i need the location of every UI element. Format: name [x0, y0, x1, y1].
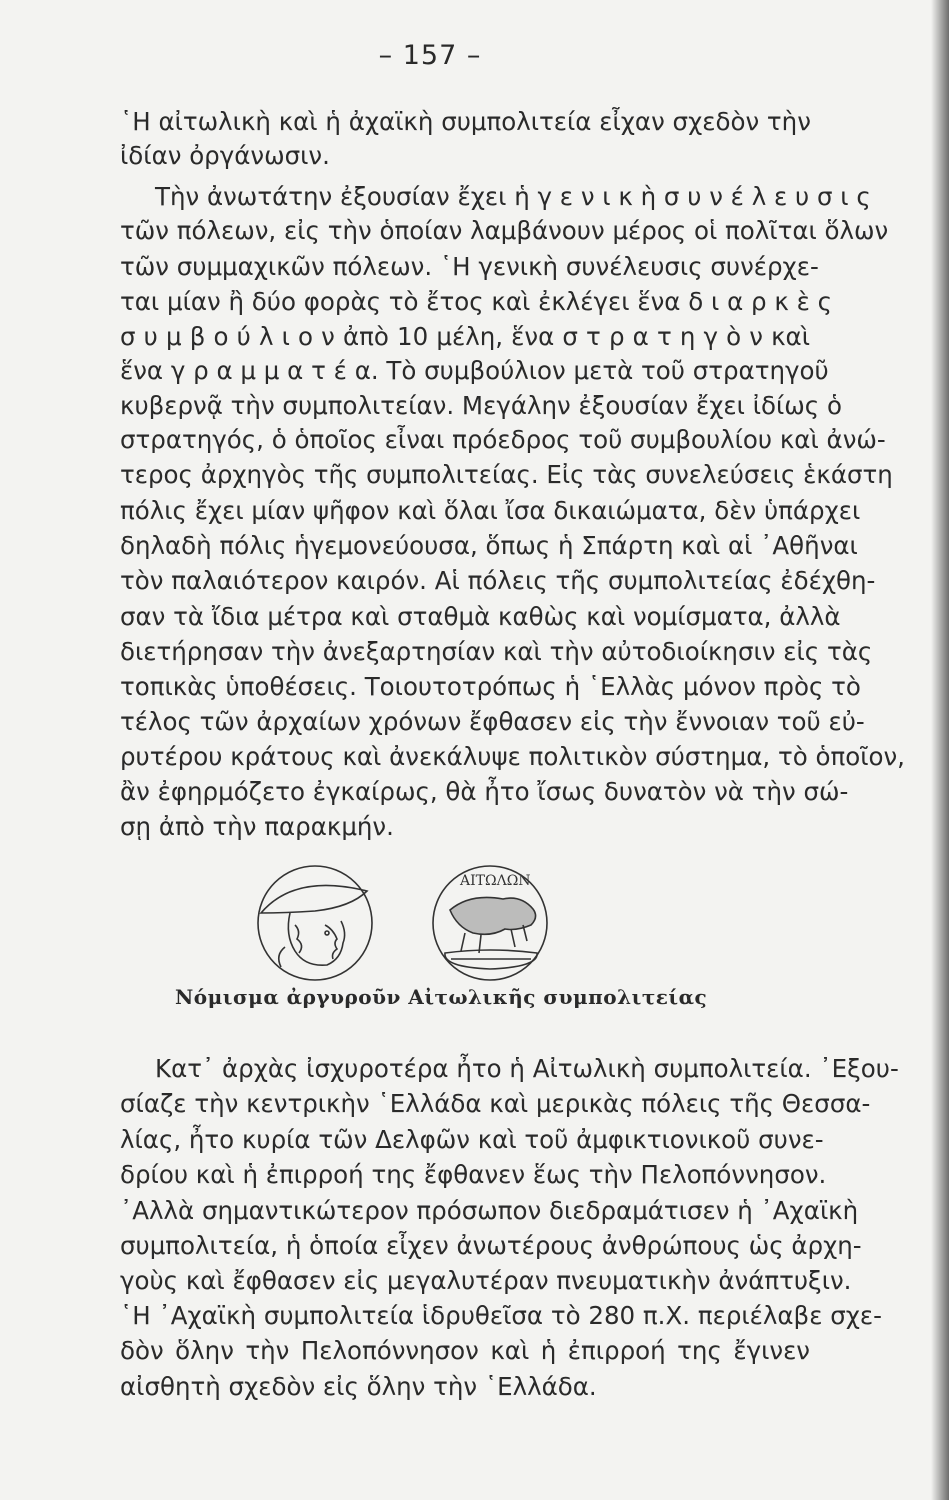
coin-obverse-petasos-head-icon	[258, 866, 372, 980]
page-number: – 157 –	[378, 40, 482, 71]
text-line: γοὺς καὶ ἔφθασεν εἰς μεγαλυτέραν πνευματικὴν ἀνάπτυξιν.	[120, 1266, 852, 1295]
text-line: Κατ᾿ ἀρχὰς ἰσχυροτέρα ἦτο ἡ Αἰτωλικὴ συμπολιτεία. ᾿Εξου-	[155, 1054, 899, 1083]
text-line: δρίου καὶ ἡ ἐπιρροή της ἔφθανεν ἕως τὴν Πελοπόννησον.	[120, 1160, 827, 1189]
text-line: σίαζε τὴν κεντρικὴν ῾Ελλάδα καὶ μερικὰς πόλεις τῆς Θεσσα-	[120, 1089, 871, 1118]
coin-reverse-legend: ΑΙΤΩΛΩΝ	[460, 873, 531, 889]
text-line: ἂν ἐφηρμόζετο ἐγκαίρως, θὰ ἦτο ἴσως δυνατὸν νὰ τὴν σώ-	[120, 777, 849, 806]
text-line: ῾Η ᾿Αχαϊκὴ συμπολιτεία ἱδρυθεῖσα τὸ 280 π.Χ. περιέλαβε σχε-	[120, 1301, 882, 1330]
text-line: τέλος τῶν ἀρχαίων χρόνων ἔφθασεν εἰς τὴν ἔννοιαν τοῦ εὐ-	[120, 707, 865, 736]
text-line: αἰσθητὴ σχεδὸν εἰς ὅλην τὴν ῾Ελλάδα.	[120, 1372, 597, 1401]
text-line: ται μίαν ἢ δύο φορὰς τὸ ἔτος καὶ ἐκλέγει ἕνα δ ι α ρ κ ὲ ς	[120, 287, 832, 316]
figure-caption: Νόμισμα ἀργυροῦν Αἰτωλικῆς συμπολιτείας	[175, 985, 708, 1009]
text-line: συμπολιτεία, ἡ ὁποία εἶχεν ἀνωτέρους ἀνθρώπους ὡς ἀρχη-	[120, 1231, 862, 1260]
text-line: ἰδίαν ὀργάνωσιν.	[120, 141, 330, 170]
text-line: Τὴν ἀνωτάτην ἐξουσίαν ἔχει ἡ γ ε ν ι κ ὴ σ υ ν έ λ ε υ σ ι ς	[155, 182, 871, 211]
text-line: ἕνα γ ρ α μ μ α τ έ α. Τὸ συμβούλιον μετὰ τοῦ στρατηγοῦ	[120, 356, 829, 385]
text-line: κυβερνᾷ τὴν συμπολιτείαν. Μεγάλην ἐξουσίαν ἔχει ἰδίως ὁ	[120, 391, 842, 420]
text-line: τὸν παλαιότερον καιρόν. Αἱ πόλεις τῆς συμπολιτείας ἐδέχθη-	[120, 566, 876, 595]
coin-illustration	[255, 855, 585, 985]
text-line: λίας, ἦτο κυρία τῶν Δελφῶν καὶ τοῦ ἀμφικτιονικοῦ συνε-	[120, 1125, 824, 1154]
text-line: ᾿Αλλὰ σημαντικώτερον πρόσωπον διεδραμάτισεν ἡ ᾿Αχαϊκὴ	[120, 1196, 859, 1225]
text-line: στρατηγός, ὁ ὁποῖος εἶναι πρόεδρος τοῦ συμβουλίου καὶ ἀνώ-	[120, 425, 886, 454]
text-line: σῃ ἀπὸ τὴν παρακμήν.	[120, 812, 394, 841]
text-line: δηλαδὴ πόλις ἡγεμονεύουσα, ὅπως ἡ Σπάρτη καὶ αἱ ᾿Αθῆναι	[120, 531, 858, 560]
text-line: σ υ μ β ο ύ λ ι ο ν ἀπὸ 10 μέλη, ἕνα σ τ ρ α τ η γ ὸ ν καὶ	[120, 322, 810, 351]
text-line: ρυτέρου κράτους καὶ ἀνεκάλυψε πολιτικὸν σύστημα, τὸ ὁποῖον,	[120, 742, 905, 771]
text-line: τοπικὰς ὑποθέσεις. Τοιουτοτρόπως ἡ ῾Ελλὰς μόνον πρὸς τὸ	[120, 672, 861, 701]
coin-reverse-boar-icon	[433, 866, 547, 980]
text-line: διετήρησαν τὴν ἀνεξαρτησίαν καὶ τὴν αὐτοδιοίκησιν εἰς τὰς	[120, 637, 873, 666]
text-line: πόλις ἔχει μίαν ψῆφον καὶ ὅλαι ἴσα δικαιώματα, δὲν ὑπάρχει	[120, 496, 861, 525]
text-line: τῶν συμμαχικῶν πόλεων. ῾Η γενικὴ συνέλευσις συνέρχε-	[120, 252, 819, 281]
scan-edge-shadow	[931, 0, 949, 1500]
text-line: δὸν ὅλην τὴν Πελοπόννησον καὶ ἡ ἐπιρροή της ἔγινεν	[120, 1336, 810, 1365]
text-line: τῶν πόλεων, εἰς τὴν ὁποίαν λαμβάνουν μέρος οἱ πολῖται ὅλων	[120, 216, 889, 245]
text-line: σαν τὰ ἴδια μέτρα καὶ σταθμὰ καθὼς καὶ νομίσματα, ἀλλὰ	[120, 602, 841, 631]
text-line: τερος ἀρχηγὸς τῆς συμπολιτείας. Εἰς τὰς συνελεύσεις ἑκάστη	[120, 460, 893, 489]
text-line: ῾Η αἰτωλικὴ καὶ ἡ ἀχαϊκὴ συμπολιτεία εἶχαν σχεδὸν τὴν	[120, 107, 811, 136]
